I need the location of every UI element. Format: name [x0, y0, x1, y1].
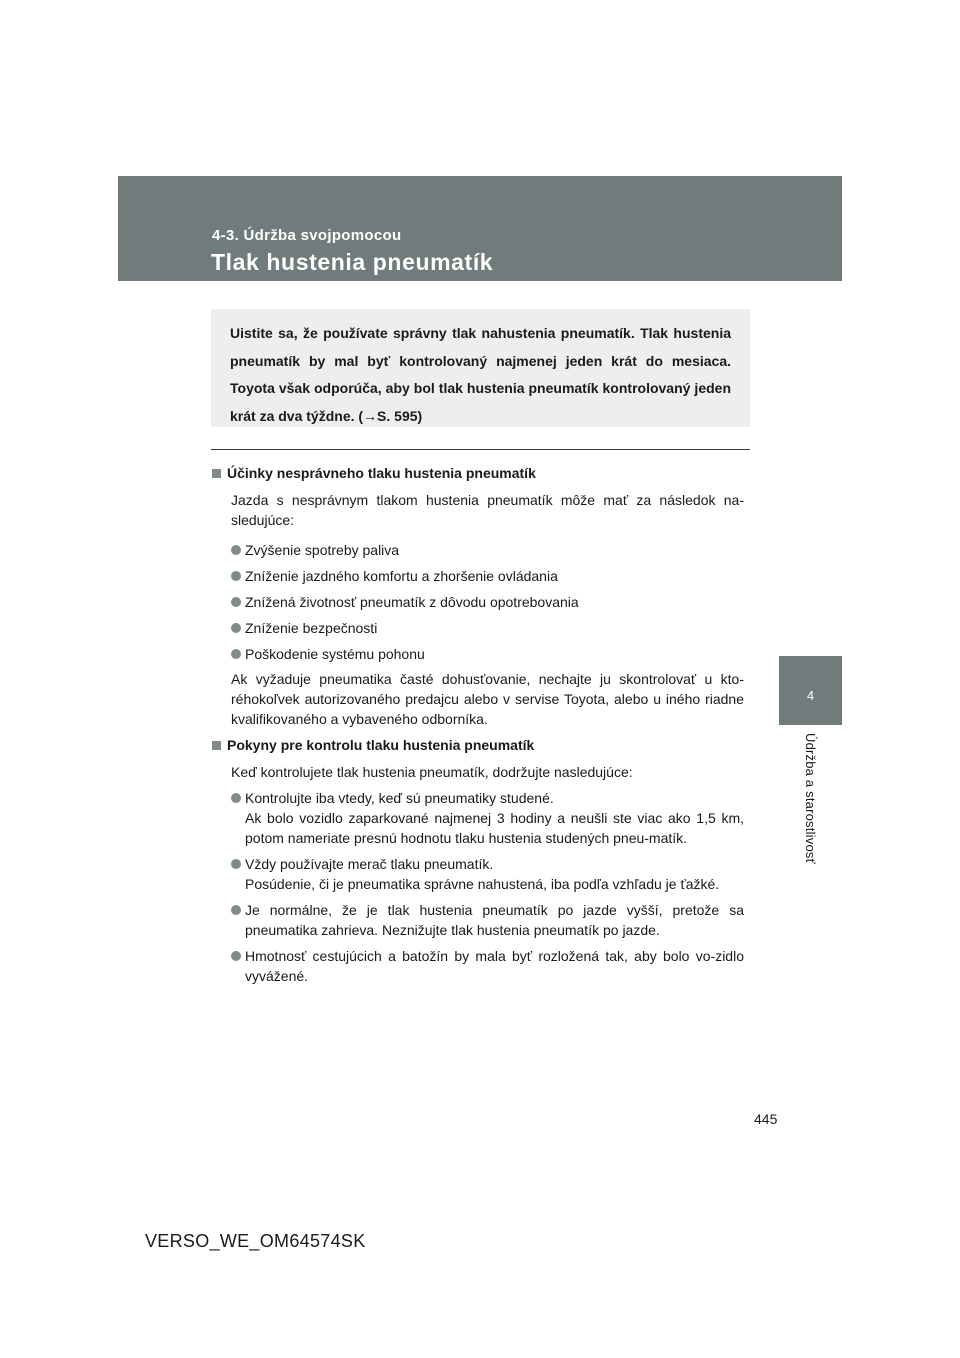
list-item-text: Poškodenie systému pohonu	[245, 646, 425, 662]
section-heading	[212, 463, 744, 483]
chapter-side-label: Údržba a starostlivosť	[803, 733, 818, 864]
list-item	[212, 540, 744, 560]
list-item-text	[245, 900, 744, 940]
bullet-dot-icon	[231, 571, 241, 581]
chapter-tab-number: 4	[806, 688, 815, 703]
section-heading-text: Pokyny pre kontrolu tlaku hustenia pneumatík	[227, 737, 535, 753]
document-code: VERSO_WE_OM64574SK	[145, 1231, 366, 1251]
square-bullet-icon	[212, 741, 221, 750]
list-item-main: Vždy používajte merač tlaku pneumatík.	[245, 856, 494, 872]
bullet-dot-icon	[231, 951, 241, 961]
list-item-text	[245, 946, 744, 986]
bullet-dot-icon	[231, 905, 241, 915]
section-lead: Keď kontrolujete tlak hustenia pneumatík, dodržujte nasledujúce:	[231, 764, 633, 780]
list-item-text: Znížená životnosť pneumatík z dôvodu opotrebovania	[245, 594, 579, 610]
bullet-dot-icon	[231, 649, 241, 659]
list-item-text: Zníženie jazdného komfortu a zhoršenie ovládania	[245, 568, 558, 584]
chapter-tab	[779, 656, 842, 725]
section-heading-text: Účinky nesprávneho tlaku hustenia pneumatík	[227, 465, 536, 481]
section-label: 4-3. Údržba svojpomocou	[212, 227, 402, 244]
bullet-dot-icon	[231, 793, 241, 803]
list-item	[212, 566, 744, 586]
intro-text: Uistite sa, že používate správny tlak nahustenia pneumatík. Tlak hustenia pneumatík by mal byť kontrolovaný najmenej jeden krát do mesiaca. Toyota však odporúča, aby bol tlak hustenia pneumatík kontrolovaný jeden krát za dva týždne. (→S. 595)	[230, 325, 731, 424]
list-item-detail: Posúdenie, či je pneumatika správne nahustená, iba podľa vzhľadu je ťažké.	[245, 876, 720, 892]
list-item-text	[245, 854, 744, 894]
main-content	[212, 463, 744, 986]
list-item-text: Zníženie bezpečnosti	[245, 620, 378, 636]
list-item-detail: Ak bolo vozidlo zaparkované najmenej 3 hodiny a neušli ste viac ako 1,5 km, potom nameriate presnú hodnotu tlaku hustenia studených pneu-matík.	[245, 810, 744, 846]
list-item-main: Kontrolujte iba vtedy, keď sú pneumatiky studené.	[245, 790, 554, 806]
page-title: Tlak hustenia pneumatík	[211, 249, 494, 275]
list-item	[212, 946, 744, 986]
divider	[211, 449, 750, 450]
intro-box	[211, 309, 750, 427]
list-item	[212, 900, 744, 940]
bullet-dot-icon	[231, 859, 241, 869]
list-item-text: Zvýšenie spotreby paliva	[245, 542, 400, 558]
section-lead: Jazda s nesprávnym tlakom hustenia pneumatík môže mať za následok na-sledujúce:	[231, 492, 744, 528]
list-item	[212, 592, 744, 612]
section-heading	[212, 735, 744, 755]
list-item	[212, 618, 744, 638]
list-item	[212, 788, 744, 848]
list-item	[212, 644, 744, 664]
list-item	[212, 854, 744, 894]
bullet-dot-icon	[231, 545, 241, 555]
list-item-main: Je normálne, že je tlak hustenia pneumatík po jazde vyšší, pretože sa pneumatika zahrieva. Neznižujte tlak hustenia pneumatík po jazde.	[245, 902, 744, 938]
page-number: 445	[754, 1111, 778, 1127]
bullet-dot-icon	[231, 597, 241, 607]
list-item-text	[245, 788, 744, 848]
bullet-dot-icon	[231, 623, 241, 633]
section-closing: Ak vyžaduje pneumatika časté dohusťovanie, nechajte ju skontrolovať u kto-réhokoľvek autorizovaného predajcu alebo v servise Toyota, alebo u iného riadne kvalifikovaného a vybaveného odborníka.	[231, 671, 744, 727]
square-bullet-icon	[212, 469, 221, 478]
list-item-main: Hmotnosť cestujúcich a batožín by mala byť rozložená tak, aby bolo vo-zidlo vyvážené.	[245, 948, 744, 984]
